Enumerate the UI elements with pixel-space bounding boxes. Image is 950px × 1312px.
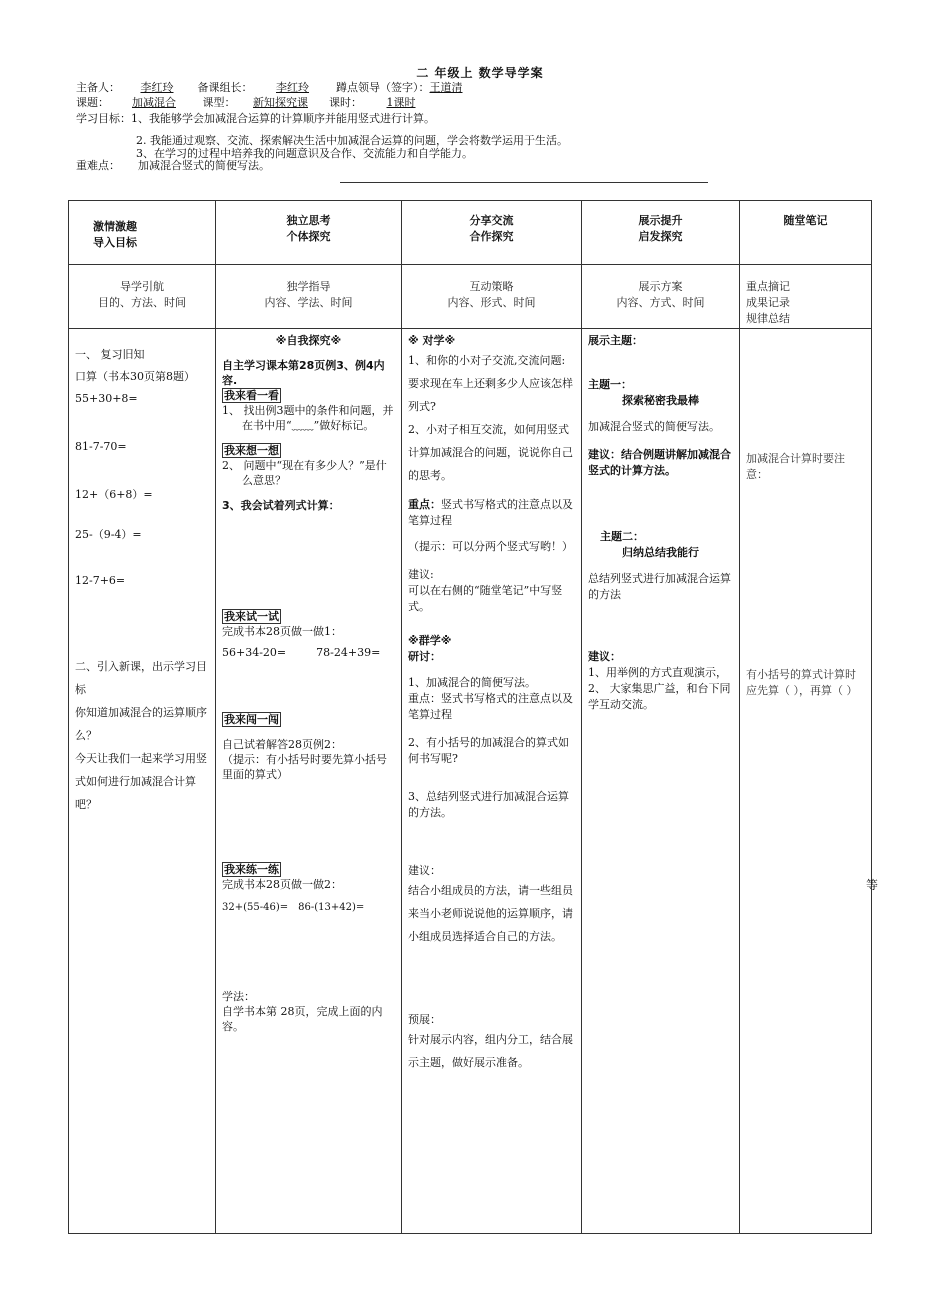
group-task-3: 3、总结列竖式进行加减混合运算的方法。 [408,790,569,819]
theme-1-title: 探索秘密我最棒 [622,394,699,407]
sub-intro: 导学引航 目的、方法、时间 [69,265,216,329]
group-study-heading: ※群学※ [408,634,452,647]
divider-line [340,182,708,183]
sub-independent: 独学指导 内容、学法、时间 [216,265,402,329]
oral-problem: 25-（9-4）= [75,528,142,541]
theme-1-label: 主题一： [588,378,632,391]
suggest-label: 建议： [408,864,441,877]
think-label: 我来想一想 [224,444,279,457]
new-lesson-heading: 二、引入新课，出示学习目标 [75,660,207,696]
practice-label: 我来练一练 [224,863,279,876]
note-bracket-order: 有小括号的算式计算时应先算（ ），再算（ ） [746,668,858,697]
sub-display: 展示方案 内容、方式、时间 [582,265,740,329]
pair-task-1: 1、和你的小对子交流,交流问题:要求现在车上还剩多少人应该怎样列式? [408,354,573,413]
share-column [402,329,582,1234]
goal-1: 1、我能够学会加减混合运算的计算顺序并能用竖式进行计算。 [131,112,435,125]
practice-problem: 32+(55-46)= [222,902,289,913]
self-explore-heading: ※自我探究※ [275,334,342,347]
key-points [76,159,270,173]
try-label: 我来试一试 [224,610,279,623]
key-text: 竖式书写格式的注意点以及笔算过程 [408,498,573,527]
goal-3: 3、在学习的过程中培养我的问题意识及合作、交流能力和自学能力。 [136,147,473,160]
practice-task: 完成书本28页做一做2： [222,878,342,891]
topic-value: 加减混合 [132,96,176,109]
think-task: 2、 问题中“现在有多少人？”是什么意思？ [222,459,387,487]
group-task-1-key: 重点：竖式书写格式的注意点以及笔算过程 [408,692,573,721]
theme-1-suggest: 建议：结合例题讲解加减混合竖式的计算方法。 [588,448,731,477]
try-problem: 78-24+39= [316,646,381,659]
challenge-task: 自己试着解答28页例2： [222,738,342,751]
note-attention: 加减混合计算时要注意： [746,452,845,481]
theme-1-text: 加减混合竖式的简便写法。 [588,420,720,433]
header-intro: 激情激趣 导入目标 [69,201,216,265]
preview-label: 预展： [408,1013,441,1026]
header-independent: 独立思考 个体探究 [216,201,402,265]
group-leader-value: 李红玲 [276,81,309,94]
header-display: 展示提升 启发探究 [582,201,740,265]
try-problem: 56+34-20= [222,646,287,659]
lesson-hours-value: 1课时 [386,96,416,109]
suggest-label: 建议： [588,650,621,663]
challenge-hint: （提示：有小括号时要先算小括号里面的算式） [222,753,387,781]
meta-line-lesson [76,96,440,110]
sub-notes: 重点摘记 成果记录 规律总结 [740,265,872,329]
goals-label: 学习目标： [76,112,131,125]
theme-2-title: 归纳总结我能行 [622,546,699,559]
learning-goals [76,112,435,126]
meta-label: 课型： [202,96,236,109]
theme-2-label: 主题二： [600,530,644,543]
hint-text: （提示：可以分两个竖式写哟！） [408,540,573,553]
intro-question: 你知道加减混合的运算顺序么？ [75,706,207,742]
suggest-label: 建议: [408,568,434,581]
header-notes: 随堂笔记 [740,201,872,265]
meta-label: 主备人： [76,81,120,94]
sub-share: 互动策略 内容、形式、时间 [402,265,582,329]
pair-study-heading: ※ 对学※ [408,334,456,347]
page-title: 二 年级上 数学导学案 [416,66,544,80]
oral-problem: 55+30+8= [75,392,138,405]
display-column [582,329,740,1234]
look-label: 我来看一看 [224,389,279,402]
side-character: 等 [866,878,879,892]
meta-label: 备课组长： [197,81,253,94]
group-task-1: 1、加减混合的简便写法。 [408,676,536,689]
independent-column [216,329,402,1234]
intro-column [69,329,216,1234]
goal-2: 2. 我能通过观察、交流、探索解决生活中加减混合运算的问题，学会将数学运用于生活。 [136,134,568,147]
challenge-label: 我来闯一闯 [224,713,279,726]
oral-calc-label: 口算（书本30页第8题） [75,370,195,383]
header-share: 分享交流 合作探究 [402,201,582,265]
theme-heading: 展示主题： [588,334,643,347]
try-task: 完成书本28页做一做1： [222,625,342,638]
lesson-type-value: 新知探究课 [253,96,308,109]
oral-problem: 12+（6+8）= [75,488,153,501]
meta-label: 课时： [329,96,362,109]
intro-text: 今天让我们一起来学习用竖式如何进行加减混合计算吧？ [75,752,207,811]
practice-problem: 86-(13+42)= [298,902,365,913]
theme-2-text: 总结列竖式进行加减混合运算的方法 [588,572,731,601]
key-label: 重难点： [76,159,120,172]
review-heading: 一、 复习旧知 [75,348,145,361]
look-task: 1、 找出例3题中的条件和问题，并在书中用“﹏﹏”做好标记。 [222,404,394,432]
preview-text: 针对展示内容，组内分工，结合展示主题，做好展示准备。 [408,1033,573,1069]
preparer-value: 李红玲 [140,81,174,94]
method-text: 自学书本第 28页，完成上面的内容。 [222,1005,383,1033]
self-study-text: 自主学习课本第28页例3、例4内容. [222,359,385,387]
group-task-2: 2、有小括号的加减混合的算式如何书写呢? [408,736,569,765]
lesson-plan-table [68,200,872,1234]
oral-problem: 12-7+6= [75,574,126,587]
calc-task: 3、我会试着列式计算： [222,499,340,512]
meta-line-preparers [76,81,472,95]
pair-task-2: 2、小对子相互交流，如何用竖式计算加减混合的问题，说说你自己的思考。 [408,423,573,482]
suggest-text: 结合小组成员的方法，请一些组员来当小老师说说他的运算顺序，请小组成员选择适合自己的方法。 [408,884,573,943]
suggest-item: 1、用举例的方式直观演示， [588,666,727,679]
oral-problem: 81-7-70= [75,440,127,453]
discuss-label: 研讨： [408,650,441,663]
supervisor-value: 王道清 [429,81,463,94]
meta-label: 蹲点领导（签字）： [336,81,430,94]
meta-label: 课题： [76,96,109,109]
method-label: 学法： [222,990,255,1003]
key-text: 加减混合竖式的简便写法。 [138,159,270,172]
notes-column [740,329,872,1234]
suggest-item: 2、 大家集思广益，和台下同学互动交流。 [588,682,731,711]
suggest-text: 可以在右侧的“随堂笔记”中写竖式。 [408,584,563,613]
key-label: 重点： [408,498,441,511]
